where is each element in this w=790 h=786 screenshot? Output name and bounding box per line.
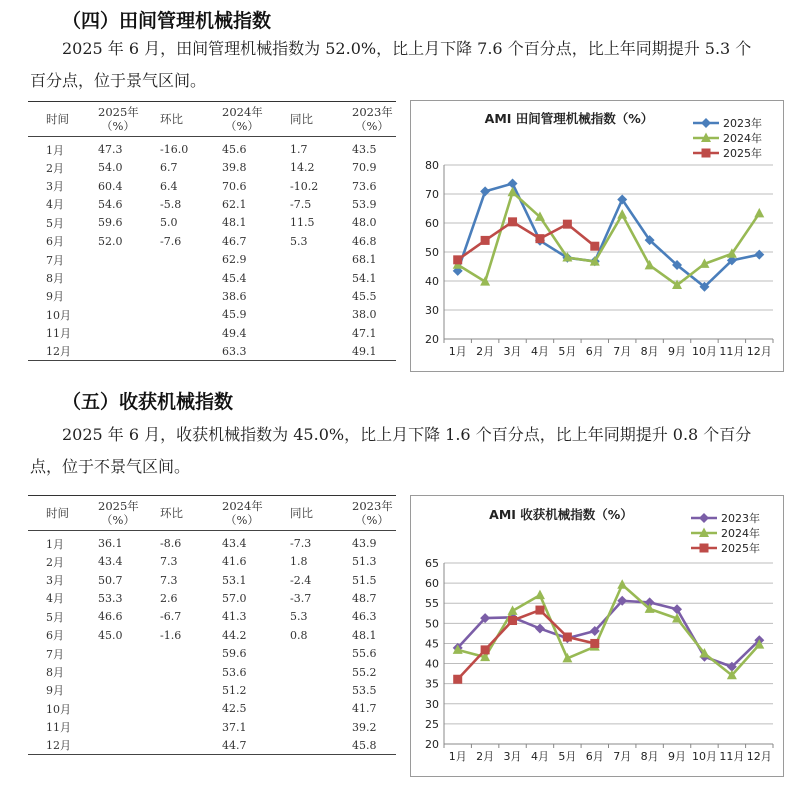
table1-cell: -5.8 — [160, 197, 182, 211]
table1-cell: 9月 — [46, 290, 64, 304]
table1-cell: -7.5 — [290, 197, 312, 211]
series-1 — [453, 579, 765, 679]
table1-cell: 52.0 — [98, 234, 123, 248]
table2-cell — [290, 736, 352, 754]
y-tick-label: 60 — [425, 217, 439, 230]
table1-cell: -10.2 — [290, 179, 319, 193]
table2-cell: -6.7 — [160, 610, 182, 624]
data-point — [754, 250, 764, 260]
table1-cell — [160, 287, 222, 305]
x-tick-label: 6月 — [585, 345, 604, 358]
table2-cell — [160, 644, 222, 662]
table-row — [28, 324, 396, 342]
table2-cell: 59.6 — [222, 647, 247, 661]
x-tick-label: 6月 — [585, 750, 604, 763]
table-row — [28, 269, 396, 287]
x-tick-label: 5月 — [558, 750, 577, 763]
x-tick-label: 11月 — [719, 345, 745, 358]
x-tick-label: 12月 — [746, 345, 772, 358]
y-tick-label: 80 — [425, 159, 439, 172]
series-line — [458, 610, 595, 679]
series-2 — [453, 217, 599, 264]
series-line — [458, 184, 760, 287]
x-tick-label: 9月 — [668, 345, 687, 358]
table1-cell: 11.5 — [290, 216, 315, 230]
section2-data-table — [28, 495, 396, 755]
table1-cell: 45.4 — [222, 271, 247, 285]
table-row — [28, 195, 396, 213]
table1-cell: 12月 — [28, 342, 98, 360]
table-row — [28, 159, 396, 177]
x-tick-label: 3月 — [503, 750, 522, 763]
table1-header-4: 同比 — [290, 102, 352, 137]
table-row — [28, 608, 396, 626]
table-row — [28, 342, 396, 360]
table2-cell — [98, 736, 160, 754]
legend-label: 2024年 — [723, 132, 762, 145]
table2-header-3: 2024年 （%） — [222, 496, 290, 531]
table2-cell: 5.3 — [290, 610, 308, 624]
table2-cell: -1.6 — [160, 628, 182, 642]
table2-cell: 7.3 — [160, 573, 178, 587]
table1-cell: 5.0 — [160, 216, 178, 230]
table1-cell: 2月 — [46, 161, 64, 175]
table2-cell: 53.5 — [352, 683, 377, 697]
table2-cell: 48.1 — [352, 628, 377, 642]
table2-cell: 10月 — [46, 702, 71, 716]
data-point — [563, 633, 572, 642]
table2-cell — [290, 718, 352, 736]
y-tick-label: 65 — [425, 557, 439, 570]
table1-cell: 48.0 — [352, 216, 377, 230]
y-tick-label: 30 — [425, 697, 439, 711]
table1-cell — [160, 342, 222, 360]
table2-cell: 12月 — [28, 736, 98, 754]
table2-cell: 45.0 — [98, 628, 123, 642]
legend-marker — [701, 118, 711, 128]
data-point — [617, 579, 627, 589]
table1-header-5: 2023年 （%） — [352, 102, 396, 137]
table2-cell: 57.0 — [222, 591, 247, 605]
legend-label: 2023年 — [723, 117, 762, 130]
section1-paragraph — [30, 33, 782, 97]
series-line — [458, 601, 760, 667]
table1-cell: 73.6 — [352, 179, 377, 193]
table1-cell — [98, 269, 160, 287]
table2-header-5: 2023年 （%） — [352, 496, 396, 531]
table1-cell — [290, 342, 352, 360]
table1-cell: 63.3 — [222, 342, 290, 360]
table2-cell: 2.6 — [160, 591, 178, 605]
table1-cell: 45.5 — [352, 289, 377, 303]
table2-cell: 51.3 — [352, 555, 377, 569]
table2-cell — [160, 681, 222, 699]
legend-label: 2023年 — [721, 512, 760, 525]
data-point — [535, 234, 544, 243]
legend-label: 2024年 — [721, 527, 760, 540]
table2-cell — [98, 681, 160, 699]
table1-cell: 6月 — [46, 235, 64, 249]
table1-cell: 5.3 — [290, 234, 308, 248]
series-line — [458, 192, 760, 285]
y-tick-label: 55 — [425, 597, 439, 611]
table-row — [28, 718, 396, 736]
y-tick-label: 50 — [425, 246, 439, 259]
legend-label: 2025年 — [721, 542, 760, 555]
table2-header-2: 环比 — [160, 496, 222, 531]
table2-cell: 41.6 — [222, 555, 247, 569]
table1-cell: 49.4 — [222, 326, 247, 340]
x-tick-label: 4月 — [530, 345, 549, 358]
table-row — [28, 177, 396, 195]
table1-cell: 10月 — [46, 308, 71, 322]
section2-heading: （五）收获机械指数 — [62, 391, 234, 413]
y-tick-label: 30 — [425, 304, 439, 317]
table1-cell: -16.0 — [160, 143, 189, 157]
y-tick-label: 60 — [425, 577, 439, 591]
table2-cell — [290, 700, 352, 718]
table1-cell — [160, 306, 222, 324]
table2-cell: 42.5 — [222, 702, 247, 716]
x-tick-label: 7月 — [613, 345, 632, 358]
series-line — [458, 222, 595, 260]
table-row — [28, 644, 396, 662]
y-tick-label: 25 — [425, 717, 439, 731]
table2-cell — [160, 736, 222, 754]
data-point — [535, 606, 544, 615]
table2-cell: 51.2 — [222, 683, 247, 697]
table-row — [28, 306, 396, 324]
table1-cell: 54.1 — [352, 271, 377, 285]
legend-item — [693, 116, 762, 130]
table1-cell: 59.6 — [98, 216, 123, 230]
table1-header-1: 2025年 （%） — [98, 102, 160, 137]
table2-cell — [160, 663, 222, 681]
table1-cell — [160, 250, 222, 268]
table1-cell: 62.1 — [222, 197, 247, 211]
table1-cell: 5月 — [46, 216, 64, 230]
table1-cell: 6.7 — [160, 161, 178, 175]
table2-cell: -2.4 — [290, 573, 312, 587]
table1-cell: 1月 — [46, 143, 64, 157]
table1-cell: 48.1 — [222, 216, 247, 230]
table1-cell: 1.7 — [290, 143, 308, 157]
table1-cell — [98, 324, 160, 342]
table2-cell: 43.4 — [98, 555, 123, 569]
table2-cell: 51.5 — [352, 573, 377, 587]
table1-cell — [98, 287, 160, 305]
x-tick-label: 2月 — [476, 750, 495, 763]
table1-cell: 53.9 — [352, 197, 377, 211]
table1-cell: 46.7 — [222, 234, 247, 248]
table-row — [28, 531, 396, 553]
table2-cell: 2月 — [46, 555, 64, 569]
table1-header-0: 时间 — [28, 102, 98, 137]
x-tick-label: 11月 — [719, 750, 745, 763]
table2-cell: 43.4 — [222, 537, 247, 551]
table2-header-4: 同比 — [290, 496, 352, 531]
table2-cell — [160, 700, 222, 718]
x-tick-label: 1月 — [448, 750, 467, 763]
table1-cell: 70.9 — [352, 161, 377, 175]
data-point — [508, 616, 517, 625]
table1-cell: 45.9 — [222, 308, 247, 322]
table2-cell: 0.8 — [290, 628, 308, 642]
y-tick-label: 20 — [425, 333, 439, 346]
section2-paragraph — [30, 419, 782, 483]
chart2-container — [410, 495, 784, 777]
table2-cell: -3.7 — [290, 591, 312, 605]
y-tick-label: 40 — [425, 275, 439, 288]
section2-para-line1: 2025 年 6 月，收获机械指数为 45.0%，比上月下降 1.6 个百分点，比上年同期提升 0.8 个百分 — [62, 425, 752, 444]
x-tick-label: 3月 — [503, 345, 522, 358]
table2-cell: 36.1 — [98, 537, 123, 551]
table-row — [28, 626, 396, 644]
data-point — [453, 255, 462, 264]
table1-cell: 14.2 — [290, 161, 315, 175]
data-point — [508, 217, 517, 226]
table1-cell: 60.4 — [98, 179, 123, 193]
data-point — [481, 236, 490, 245]
table2-cell: 37.1 — [222, 720, 247, 734]
data-point — [481, 645, 490, 654]
table2-cell: 5月 — [46, 610, 64, 624]
table2-cell: 48.7 — [352, 591, 377, 605]
table1-cell — [290, 269, 352, 287]
chart2-svg — [411, 496, 783, 776]
section1-para-line2: 百分点，位于景气区间。 — [30, 71, 207, 90]
table2-cell: 11月 — [46, 721, 71, 735]
table-row — [28, 571, 396, 589]
table-row — [28, 681, 396, 699]
legend-item — [691, 541, 760, 555]
table1-cell — [160, 324, 222, 342]
legend-marker — [702, 149, 711, 158]
x-tick-label: 9月 — [668, 750, 687, 763]
table1-cell: 54.6 — [98, 197, 123, 211]
table-row — [28, 250, 396, 268]
data-point — [453, 675, 462, 684]
table-row — [28, 736, 396, 754]
series-2 — [453, 606, 599, 684]
chart-title: AMI 收获机械指数（%） — [489, 507, 633, 522]
table2-cell: 41.3 — [222, 610, 247, 624]
table2-cell — [290, 644, 352, 662]
table2-cell: 41.7 — [352, 702, 377, 716]
table1-cell — [98, 250, 160, 268]
y-tick-label: 35 — [425, 677, 439, 691]
y-tick-label: 50 — [425, 617, 439, 631]
table1-cell: 68.1 — [352, 253, 377, 267]
table2-cell: 53.3 — [98, 591, 123, 605]
data-point — [535, 590, 545, 600]
table2-cell: 53.1 — [222, 573, 247, 587]
section1-heading: （四）田间管理机械指数 — [62, 10, 272, 32]
table-row — [28, 232, 396, 250]
table2-cell: 46.3 — [352, 610, 377, 624]
table1-cell — [290, 287, 352, 305]
table1-cell: 3月 — [46, 180, 64, 194]
table1-cell — [160, 269, 222, 287]
table1-cell: 4月 — [46, 198, 64, 212]
table2-header-0: 时间 — [28, 496, 98, 531]
legend-marker — [700, 544, 709, 553]
table1-cell — [290, 324, 352, 342]
legend-item — [693, 131, 762, 145]
table2-cell — [98, 718, 160, 736]
data-point — [563, 220, 572, 229]
table2-cell: 55.2 — [352, 665, 377, 679]
legend-label: 2025年 — [723, 147, 762, 160]
table1-cell: 46.8 — [352, 234, 377, 248]
table2-cell: 45.8 — [352, 736, 396, 754]
table1-cell: 11月 — [46, 327, 71, 341]
table-row — [28, 700, 396, 718]
table-row — [28, 553, 396, 571]
x-tick-label: 1月 — [448, 345, 467, 358]
table2-cell: 44.2 — [222, 628, 247, 642]
y-tick-label: 70 — [425, 188, 439, 201]
table2-cell: 39.2 — [352, 720, 377, 734]
x-tick-label: 8月 — [640, 750, 659, 763]
table-row — [28, 214, 396, 232]
data-point — [535, 624, 545, 634]
legend-item — [691, 511, 760, 525]
table2-cell: -7.3 — [290, 537, 312, 551]
table1-cell: 49.1 — [352, 342, 396, 360]
table1-cell: 6.4 — [160, 179, 178, 193]
table1-cell — [290, 250, 352, 268]
table1-cell — [98, 306, 160, 324]
table1-cell: -7.6 — [160, 234, 182, 248]
data-point — [590, 242, 599, 251]
table2-cell: 6月 — [46, 629, 64, 643]
table-row — [28, 589, 396, 607]
table2-cell: 8月 — [46, 666, 64, 680]
table1-cell: 43.5 — [352, 143, 377, 157]
table2-cell: 53.6 — [222, 665, 247, 679]
table2-cell — [290, 663, 352, 681]
table2-cell: 3月 — [46, 574, 64, 588]
table2-cell: 46.6 — [98, 610, 123, 624]
table2-cell: 7月 — [46, 647, 64, 661]
table-row — [28, 663, 396, 681]
table2-cell — [98, 663, 160, 681]
table2-cell: 1.8 — [290, 555, 308, 569]
table2-cell: 7.3 — [160, 555, 178, 569]
table2-header-1: 2025年 （%） — [98, 496, 160, 531]
data-point — [590, 639, 599, 648]
x-tick-label: 2月 — [476, 345, 495, 358]
y-tick-label: 20 — [425, 738, 439, 751]
x-tick-label: 7月 — [613, 750, 632, 763]
table1-header-3: 2024年 （%） — [222, 102, 290, 137]
table1-cell: 7月 — [46, 253, 64, 267]
chart1-container — [410, 100, 784, 372]
y-tick-label: 40 — [425, 657, 439, 671]
table2-cell: -8.6 — [160, 537, 182, 551]
chart-title: AMI 田间管理机械指数（%） — [484, 111, 654, 126]
table1-cell: 8月 — [46, 272, 64, 286]
x-tick-label: 12月 — [746, 750, 772, 763]
data-point — [754, 208, 764, 218]
table2-cell: 1月 — [46, 537, 64, 551]
x-tick-label: 8月 — [640, 345, 659, 358]
table1-cell: 39.8 — [222, 161, 247, 175]
x-tick-label: 4月 — [530, 750, 549, 763]
legend-item — [693, 146, 762, 160]
table1-cell: 38.0 — [352, 308, 377, 322]
x-tick-label: 10月 — [691, 345, 717, 358]
data-point — [480, 186, 490, 196]
section1-data-table — [28, 101, 396, 361]
table1-cell: 70.6 — [222, 179, 247, 193]
table2-cell: 55.6 — [352, 647, 377, 661]
table1-cell: 38.6 — [222, 289, 247, 303]
table2-cell: 43.9 — [352, 537, 377, 551]
table-row — [28, 137, 396, 159]
x-tick-label: 10月 — [691, 750, 717, 763]
section2-para-line2: 点，位于不景气区间。 — [30, 457, 191, 476]
x-tick-label: 5月 — [558, 345, 577, 358]
legend-marker — [699, 513, 709, 523]
table1-cell: 54.0 — [98, 161, 123, 175]
table1-cell — [290, 306, 352, 324]
table2-cell: 44.7 — [222, 736, 290, 754]
table-row — [28, 287, 396, 305]
table2-cell: 9月 — [46, 684, 64, 698]
y-tick-label: 45 — [425, 637, 439, 651]
table1-header-2: 环比 — [160, 102, 222, 137]
legend-item — [691, 526, 760, 540]
table2-cell — [160, 718, 222, 736]
table2-cell: 50.7 — [98, 573, 123, 587]
section1-para-line1: 2025 年 6 月，田间管理机械指数为 52.0%，比上月下降 7.6 个百分点，比上年同期提升 5.3 个 — [62, 39, 752, 58]
table1-cell: 45.6 — [222, 143, 247, 157]
table1-cell: 47.3 — [98, 143, 123, 157]
table2-cell — [290, 681, 352, 699]
table2-cell — [98, 700, 160, 718]
table1-cell: 62.9 — [222, 253, 247, 267]
table2-cell — [98, 644, 160, 662]
table1-cell: 47.1 — [352, 326, 377, 340]
table1-cell — [98, 342, 160, 360]
chart1-svg — [411, 101, 783, 371]
table2-cell: 4月 — [46, 592, 64, 606]
